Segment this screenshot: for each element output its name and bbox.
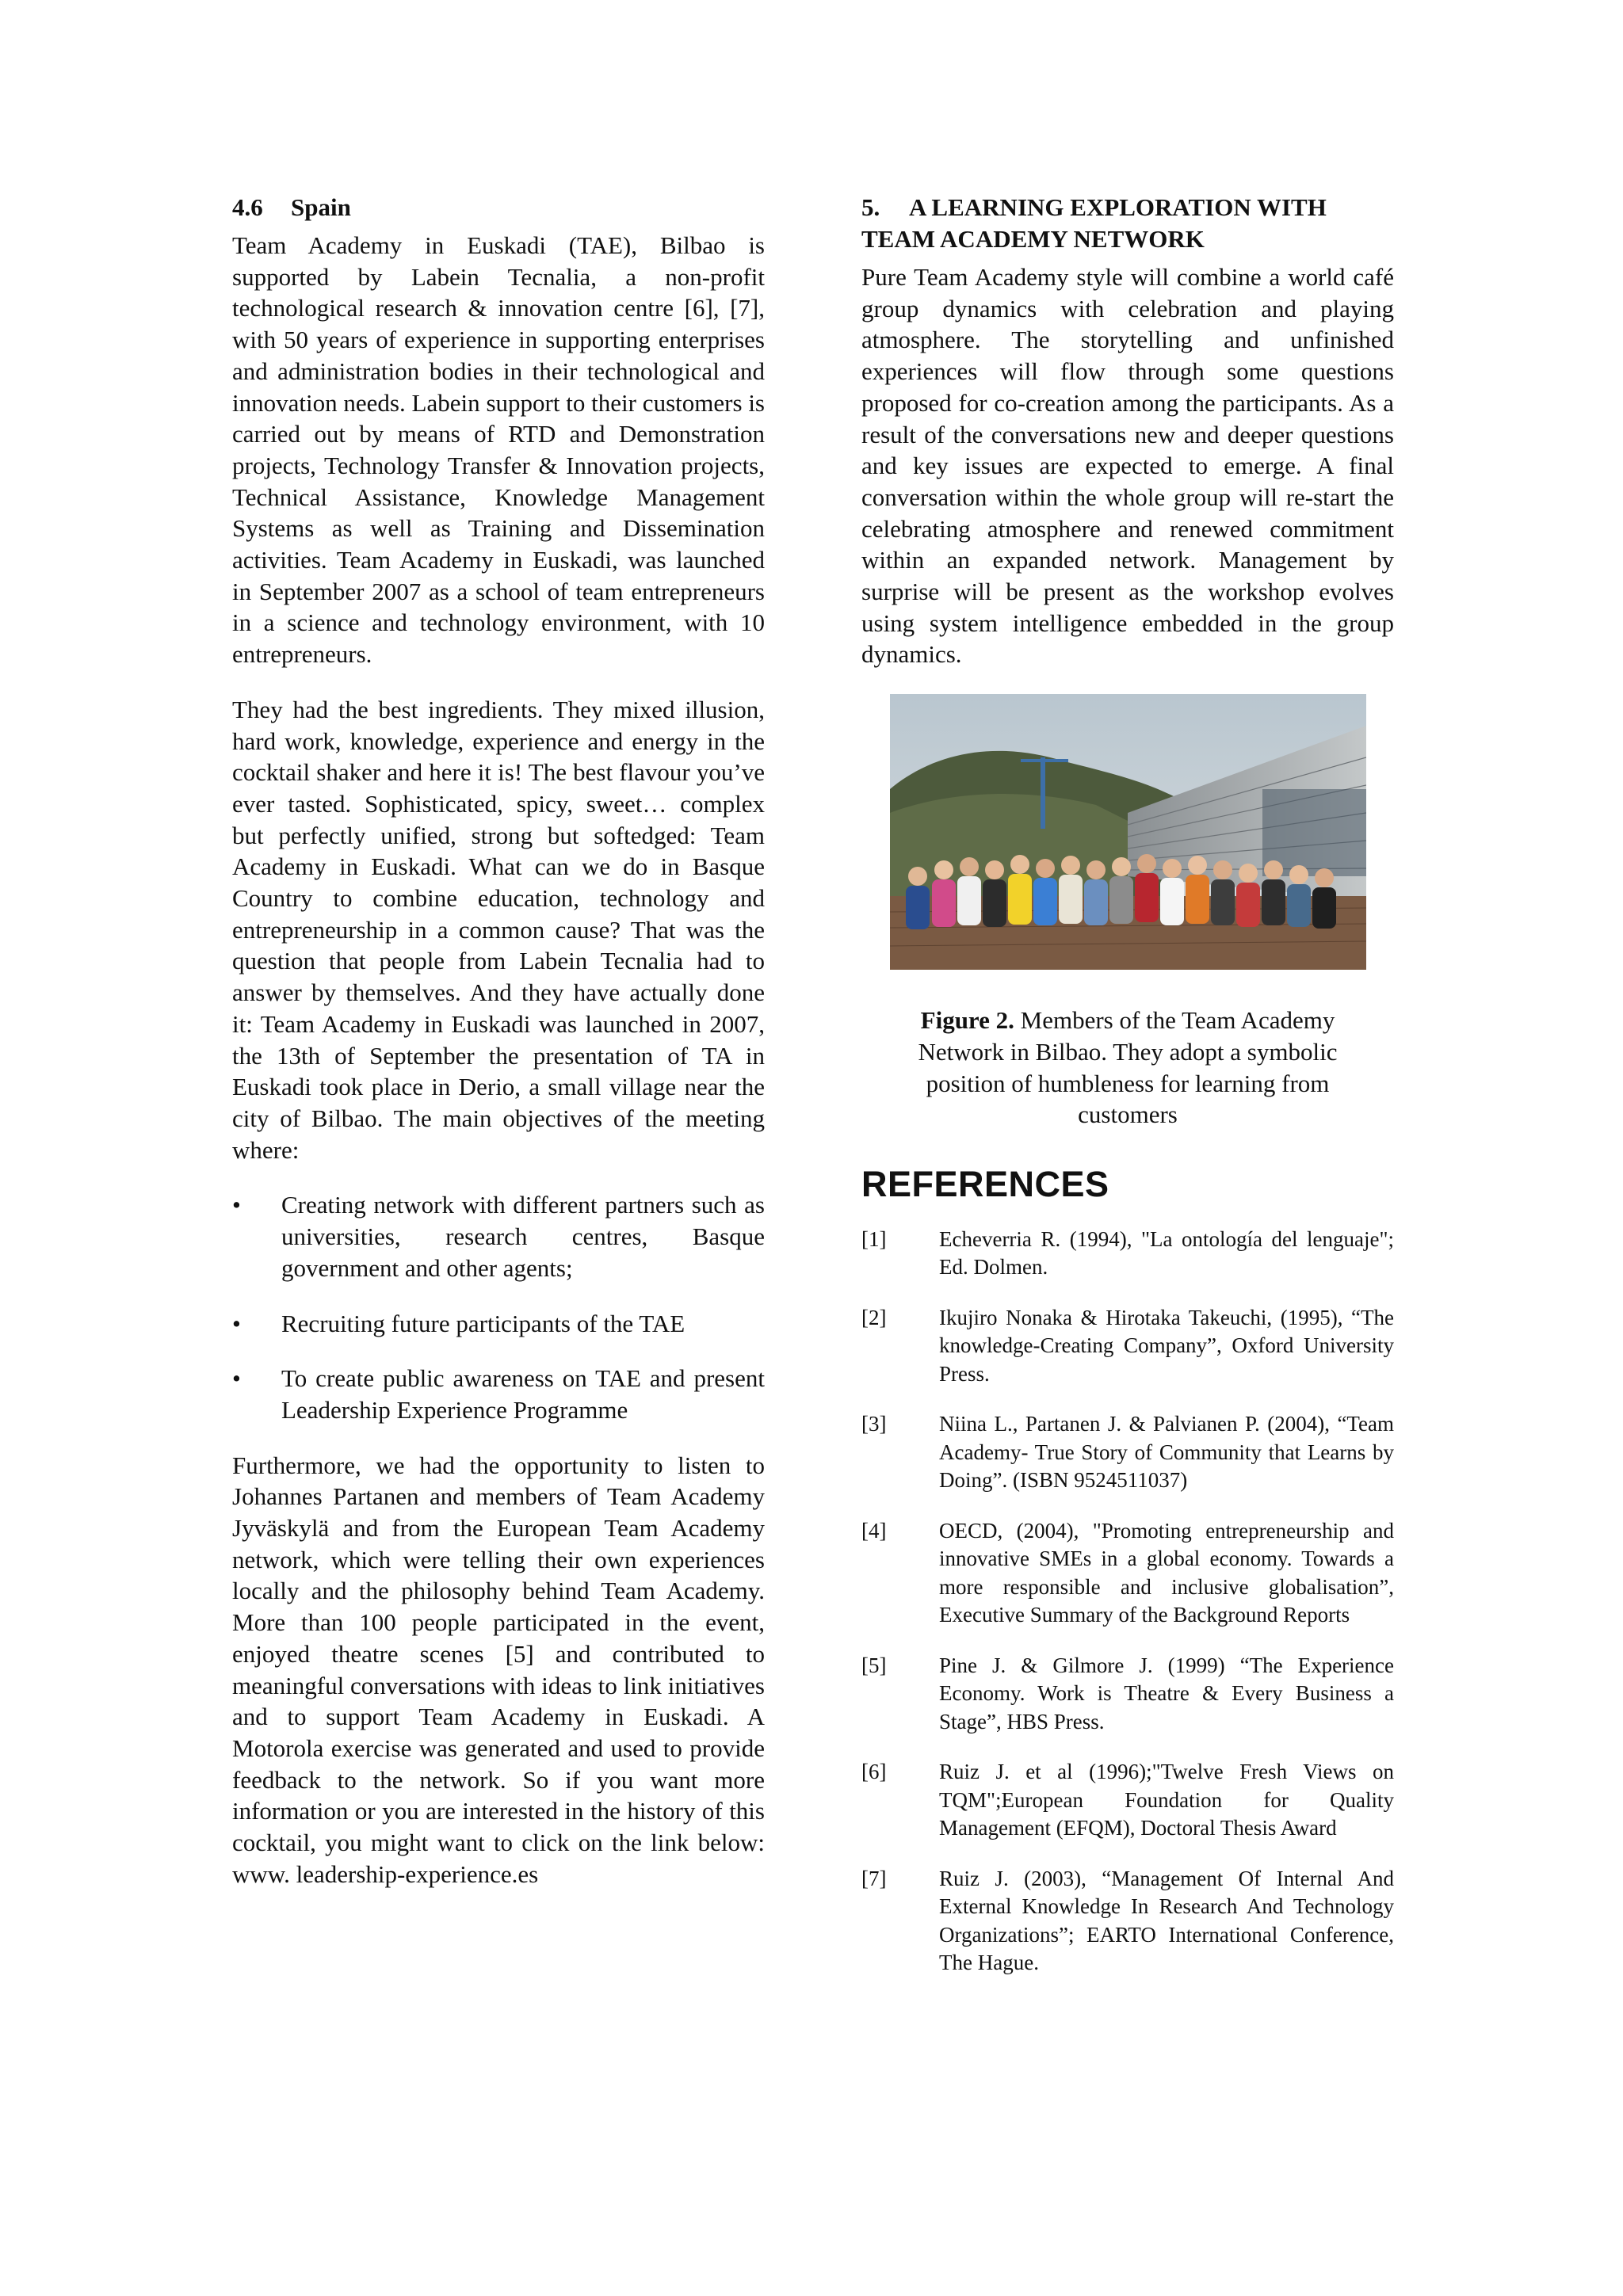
list-item-text: Creating network with different partners such as universities, research centres, Basque government and other agents; (281, 1191, 765, 1282)
list-item-text: Recruiting future participants of the TAE (281, 1309, 685, 1337)
reference-item (861, 1758, 1394, 1843)
section-title: Spain (291, 193, 351, 221)
reference-text: Niina L., Partanen J. & Palvianen P. (2004), “Team Academy- True Story of Community that Learns by Doing”. (ISBN 9524511037) (939, 1412, 1394, 1493)
figure-caption (885, 1005, 1370, 1131)
list-item (232, 1189, 765, 1283)
section-title-line1: A LEARNING EXPLORATION WITH (909, 193, 1327, 221)
group-photo-illustration (890, 694, 1366, 970)
reference-item (861, 1226, 1394, 1282)
reference-item (861, 1304, 1394, 1389)
bullet-icon: • (232, 1191, 241, 1219)
reference-number: [6] (861, 1760, 887, 1784)
figure-2-photo (890, 694, 1366, 970)
section-number: 4.6 (232, 193, 263, 221)
figure-label: Figure 2. (920, 1006, 1014, 1035)
reference-number: [7] (861, 1866, 887, 1890)
section-heading-learning-exploration (861, 192, 1394, 255)
paragraph: Team Academy in Euskadi (TAE), Bilbao is supported by Labein Tecnalia, a non-profit technological research & innovation centre [6], [7], with 50 years of experience in supporting enterprises and administration bodies in their technological and innovation needs. Labein support to their customers is carried out by means of RTD and Demonstration projects, Technology Transfer & Innovation projects, Technical Assistance, Knowledge Management Systems as well as Training and Dissemination activities. Team Academy in Euskadi, was launched in September 2007 as a school of team entrepreneurs in a science and technology environment, with 10 entrepreneurs. (232, 231, 765, 669)
reference-number: [1] (861, 1226, 887, 1251)
reference-item (861, 1410, 1394, 1495)
reference-item (861, 1865, 1394, 1978)
references-heading: REFERENCES (861, 1163, 1109, 1204)
reference-number: [4] (861, 1518, 887, 1543)
reference-text: OECD, (2004), "Promoting entrepreneurship and innovative SMEs in a global economy. Towards a more responsible and inclusive globalisation”, Executive Summary of the Background Reports (939, 1518, 1394, 1627)
reference-item (861, 1517, 1394, 1630)
paragraph: Furthermore, we had the opportunity to listen to Johannes Partanen and members of Team Academy Jyväskylä and from the European Team Academy network, which were telling their own experiences locally and the philosophy behind Team Academy. More than 100 people participated in the event, enjoyed theatre scenes [5] and contributed to meaningful conversations with ideas to link initiatives and to support Team Academy in Euskadi. A Motorola exercise was generated and used to provide feedback to the network. So if you want more information or you are interested in the history of this cocktail, you might want to click on the link below: www. leadership-experience.es (232, 1451, 765, 1888)
section-number: 5. (861, 193, 880, 221)
group-of-people (906, 854, 1336, 929)
left-column (232, 192, 765, 1913)
list-item-text: To create public awareness on TAE and present Leadership Experience Programme (281, 1364, 765, 1424)
reference-number: [3] (861, 1412, 887, 1436)
reference-number: [2] (861, 1305, 887, 1329)
right-column (861, 192, 1394, 2000)
reference-text: Ikujiro Nonaka & Hirotaka Takeuchi, (1995), “The knowledge-Creating Company”, Oxford University Press. (939, 1305, 1394, 1386)
section-title-line2: TEAM ACADEMY NETWORK (861, 225, 1205, 253)
list-item (232, 1308, 765, 1340)
bullet-icon: • (232, 1309, 241, 1337)
section-heading-spain (232, 192, 765, 223)
objectives-list (232, 1189, 765, 1425)
crane (1041, 757, 1045, 829)
reference-text: Ruiz J. et al (1996);"Twelve Fresh Views on TQM";European Foundation for Quality Management (EFQM), Doctoral Thesis Award (939, 1760, 1394, 1840)
reference-text: Pine J. & Gilmore J. (1999) “The Experience Economy. Work is Theatre & Every Business a Stage”, HBS Press. (939, 1653, 1394, 1733)
reference-item (861, 1652, 1394, 1737)
list-item (232, 1363, 765, 1425)
paragraph: Pure Team Academy style will combine a world café group dynamics with celebration and playing atmosphere. The storytelling and unfinished experiences will flow through some questions proposed for co-creation among the participants. As a result of the conversations new and deeper questions and key issues are expected to emerge. A final conversation within the whole group will re-start the celebrating atmosphere and renewed commitment within an expanded network. Management by surprise will be present as the workshop evolves using system intelligence embedded in the group dynamics. (861, 263, 1394, 669)
reference-text: Echeverria R. (1994), "La ontología del lenguaje"; Ed. Dolmen. (939, 1226, 1394, 1280)
bullet-icon: • (232, 1364, 241, 1393)
figure-caption-text: Members of the Team Academy Network in Bilbao. They adopt a symbolic position of humbleness for learning from customers (918, 1006, 1338, 1129)
reference-text: Ruiz J. (2003), “Management Of Internal And External Knowledge In Research And Technology Organizations”; EARTO International Conference, The Hague. (939, 1866, 1394, 1975)
reference-number: [5] (861, 1653, 887, 1677)
paragraph: They had the best ingredients. They mixed illusion, hard work, knowledge, experience and energy in the cocktail shaker and here it is! The best flavour you’ve ever tasted. Sophisticated, spicy, sweet… complex but perfectly unified, strong but softedged: Team Academy in Euskadi. What can we do in Basque Country to combine education, technology and entrepreneurship in a common cause? That was the question that people from Labein Tecnalia had to answer by themselves. And they have actually done it: Team Academy in Euskadi was launched in 2007, the 13th of September the presentation of TA in Euskadi took place in Derio, a small village near the city of Bilbao. The main objectives of the meeting where: (232, 695, 765, 1164)
